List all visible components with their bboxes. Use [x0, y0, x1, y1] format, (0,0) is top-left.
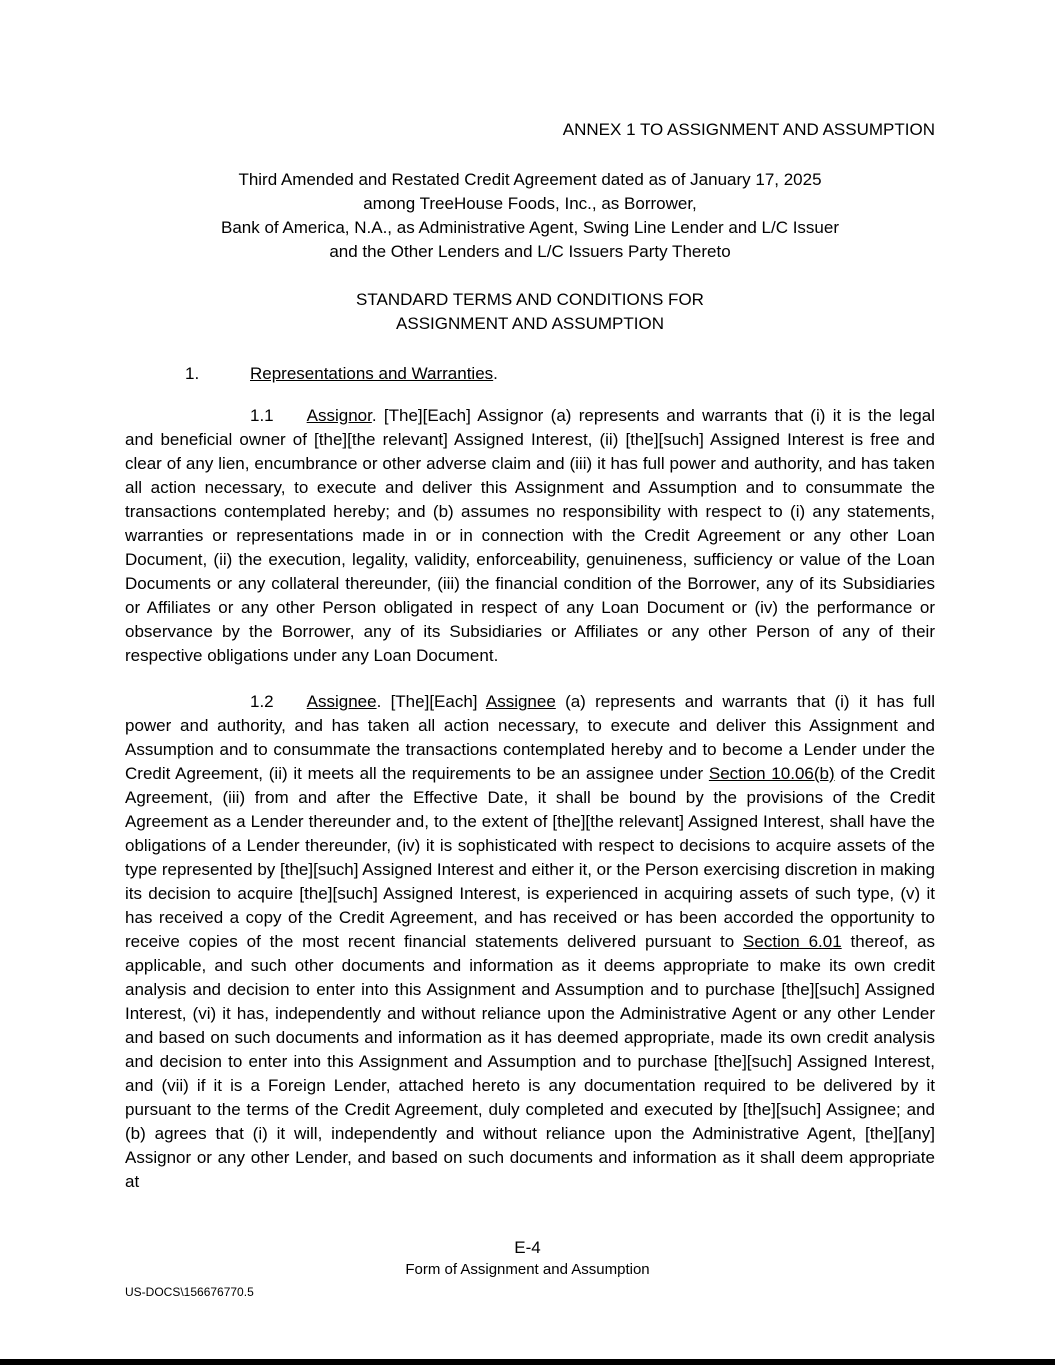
paragraph-1-1: [125, 404, 935, 668]
paragraph-1-1-body: . [The][Each] Assignor (a) represents and warrants that (i) it is the legal and beneficial owner of [the][the relevant] Assigned Interest, (ii) [the][such] Assigned Interest is free and clear of any lien, encumbrance or other adverse claim and (iii) it has full power and authority, and has taken all action necessary, to execute and deliver this Assignment and Assumption and to consummate the transactions contemplated hereby; and (b) assumes no responsibility with respect to (i) any statements, warranties or representations made in or in connection with the Credit Agreement or any other Loan Document, (ii) the execution, legality, validity, enforceability, genuineness, sufficiency or value of the Loan Documents or any collateral thereunder, (iii) the financial condition of the Borrower, any of its Subsidiaries or Affiliates or any other Person obligated in respect of any Loan Document or (iv) the performance or observance by the Borrower, any of its Subsidiaries or Affiliates or any other Person of any of their respective obligations under any Loan Document.: [125, 406, 935, 665]
section-1-title: Representations and Warranties: [250, 364, 494, 383]
document-title: [125, 288, 935, 336]
preamble-line-1: Third Amended and Restated Credit Agreement dated as of January 17, 2025: [238, 170, 822, 189]
document-title-line-1: STANDARD TERMS AND CONDITIONS FOR: [356, 290, 704, 309]
paragraph-1-1-lead-term: Assignor: [306, 406, 372, 425]
paragraph-1-2-segment: . [The][Each]: [376, 692, 486, 711]
paragraph-1-2-segment: thereof, as applicable, and such other documents and information as it deems appropriate to make its own credit analysis and decision to enter into this Assignment and Assumption and to purchase [the][such] Assigned Interest, (vi) it has, independently and without reliance upon the Administrative Agent or any other Lender and based on such documents and information as it has deemed appropriate, made its own credit analysis and decision to enter into this Assignment and Assumption and to purchase [the][such] Assigned Interest, and (vii) if it is a Foreign Lender, attached hereto is any documentation required to be delivered by it pursuant to the terms of the Credit Agreement, duly completed and executed by [the][such] Assignee; and (b) agrees that (i) it will, independently and without reliance upon the Administrative Agent, [the][any] Assignor or any other Lender, and based on such documents and information as it shall deem appropriate at: [125, 932, 935, 1191]
preamble-line-3: Bank of America, N.A., as Administrative Agent, Swing Line Lender and L/C Issuer: [221, 218, 839, 237]
preamble-line-2: among TreeHouse Foods, Inc., as Borrower,: [363, 194, 697, 213]
paragraph-1-2-number: 1.2: [250, 692, 274, 711]
paragraph-1-2-assignee-term: Assignee: [485, 692, 556, 711]
page-number: E-4: [514, 1238, 541, 1257]
paragraph-1-2-segment: of the Credit Agreement, (iii) from and after the Effective Date, it shall be bound by the provisions of the Credit Agreement as a Lender thereunder and, to the extent of [the][the relevant] Assigned Interest, shall have the obligations of a Lender thereunder, (iv) it is sophisticated with respect to decisions to acquire assets of the type represented by [the][such] Assigned Interest and either it, or the Person exercising discretion in making its decision to acquire [the][such] Assigned Interest, is experienced in acquiring assets of such type, (v) it has received a copy of the Credit Agreement, and has received or has been accorded the opportunity to receive copies of the most recent financial statements delivered pursuant to: [125, 764, 935, 951]
paragraph-1-2-segment: (a) represents and warrants that (i) it has full power and authority, and has taken all action necessary, to execute and deliver this Assignment and Assumption and to consummate the transactions contemplated hereby and to become a Lender under the Credit Agreement, (ii) it meets all the requirements to be an assignee under: [125, 692, 936, 783]
document-id-stamp: US-DOCS\156676770.5: [125, 1285, 254, 1299]
preamble-line-4: and the Other Lenders and L/C Issuers Party Thereto: [329, 242, 731, 261]
paragraph-1-2-lead-term: Assignee: [306, 692, 377, 711]
section-10-06-b-reference: Section 10.06(b): [708, 764, 835, 783]
paragraph-1-2: [125, 690, 935, 1194]
section-1-number: 1.: [185, 364, 200, 383]
section-1-title-period: .: [493, 364, 498, 383]
footer-form-title: Form of Assignment and Assumption: [405, 1261, 650, 1278]
paragraph-1-1-number: 1.1: [250, 406, 274, 425]
document-title-line-2: ASSIGNMENT AND ASSUMPTION: [396, 314, 664, 333]
annex-header: ANNEX 1 TO ASSIGNMENT AND ASSUMPTION: [562, 120, 935, 139]
agreement-preamble: [125, 168, 935, 264]
section-6-01-reference: Section 6.01: [743, 932, 842, 951]
section-1-heading: [125, 362, 935, 386]
page-bottom-edge: [0, 1359, 1055, 1365]
page-footer: [0, 1236, 1055, 1280]
